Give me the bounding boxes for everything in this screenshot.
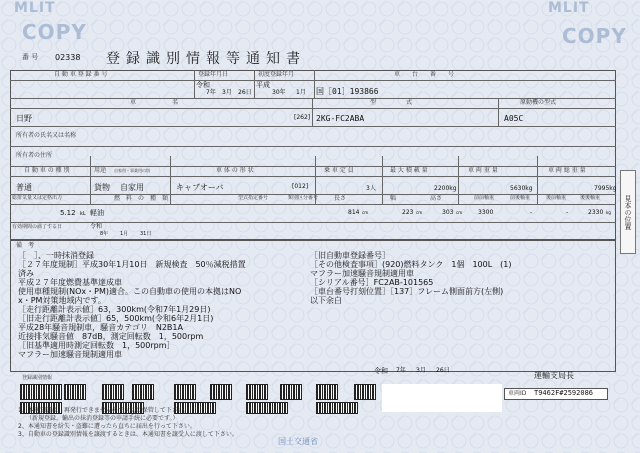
- mlit-seal: 国土交通省: [278, 437, 318, 446]
- qr-label: 登録識別情報: [22, 375, 53, 381]
- remark-line: ［旧走行距離計表示値］65，500km(令和6年2月1日): [18, 314, 214, 323]
- model: 2KG-FC2ABA: [316, 114, 365, 123]
- reg-day: 26日: [238, 89, 252, 96]
- note-line: 3、自動車の登録識別情報を譲渡するときは、本通知書を譲受人に渡して下さい。: [18, 431, 238, 438]
- vehicle-id: T9462F#2592086: [534, 389, 594, 397]
- issue-day: 26日: [436, 367, 450, 374]
- height: 303: [442, 209, 454, 216]
- chassis-label: 車 台 番 号: [394, 71, 455, 78]
- remark-line: マフラー加速騒音規制適用車: [310, 269, 414, 278]
- qr-code: [210, 384, 232, 400]
- remarks-label: 備 考: [16, 242, 35, 249]
- vehicle-weight: 5630kg: [510, 185, 533, 192]
- weight-label: 車 両 重 量: [468, 167, 498, 174]
- capacity: 3人: [366, 185, 376, 192]
- remark-line: 済み: [18, 269, 34, 278]
- remark-line: ［旧自動車登録番号］: [310, 251, 390, 260]
- vehicle-type: 普通: [16, 183, 32, 192]
- remark-line: ［走行距離計表示値］63，300km(令和7年1月29日): [18, 305, 211, 314]
- reg-month: 3月: [222, 89, 232, 96]
- remark-line: マフラー加速騒音規制適用車: [18, 350, 122, 359]
- owner-name-label: 所有者の氏名又は名称: [16, 132, 77, 139]
- displacement: 5.12: [60, 209, 76, 217]
- document-title: 登録識別情報等通知書: [106, 51, 306, 67]
- qr-code: [102, 384, 124, 400]
- rf-axle: -: [566, 209, 569, 216]
- width: 223: [402, 209, 414, 216]
- form-area: [10, 8, 616, 450]
- length-label: 長さ: [334, 195, 347, 202]
- expiry-year: 8年: [100, 231, 109, 237]
- length-unit: cm: [362, 210, 369, 215]
- shape-code: [012]: [292, 183, 309, 190]
- expiry-day: 31日: [140, 231, 152, 237]
- issue-era: 令和: [374, 367, 388, 375]
- reg-date-label: 登録年月日: [198, 71, 229, 78]
- qr-code: [246, 402, 288, 414]
- remark-line: ［車台番号打刻位置］［137］フレーム側面前方(左側): [310, 287, 504, 296]
- remark-line: ［シリアル番号］FC2AB-101565: [310, 278, 434, 287]
- shape-label: 車 体 の 形 状: [216, 167, 254, 174]
- side-tab: 見本の位置: [620, 170, 636, 254]
- engine-label: 原動機の型式: [520, 99, 557, 106]
- reg-number-label: 自 動 車 登 録 番 号: [54, 71, 108, 78]
- issue-year: 7年: [396, 367, 406, 374]
- first-reg-month: 1月: [296, 89, 306, 96]
- note-line: （新規登録、輸出の抹消登録等の申請手続に必要です。）: [26, 415, 179, 422]
- class-number-label: 類別区分番号: [288, 195, 319, 201]
- spec-number-label: 型式指定番号: [238, 195, 269, 201]
- watermark-copy: COPY: [562, 24, 627, 48]
- first-reg-label: 初度登録年月: [258, 71, 295, 78]
- remark-line: 以下余白: [310, 296, 342, 305]
- qr-code: [316, 384, 338, 400]
- document-number: 02338: [55, 53, 81, 62]
- redaction: [382, 384, 502, 412]
- gross-weight: 7995kg: [594, 185, 617, 192]
- watermark-mlit: MLIT: [548, 0, 590, 16]
- displacement-unit: kL: [80, 211, 86, 217]
- remark-line: 平成２７年度燃費基準達成車: [18, 278, 122, 287]
- watermark-mlit: MLIT: [14, 0, 56, 16]
- expiry-era: 令和: [90, 223, 103, 230]
- note-line: 2、本通知書を紛失・盗難に遭ったら直ちに届出を行って下さい。: [18, 423, 196, 430]
- capacity-label: 乗 車 定 員: [324, 167, 354, 174]
- fr-axle: -: [530, 209, 533, 216]
- first-reg-era: 平成: [256, 81, 270, 89]
- qr-code: [132, 384, 154, 400]
- axle-unit: kg: [606, 210, 611, 215]
- maker-label: 車 名: [130, 99, 179, 106]
- remark-line: 使用車種規制(NOx・PM)適合。この自動車の使用の本拠はNO: [18, 287, 242, 296]
- rr-axle-label: 後後軸重: [580, 195, 601, 201]
- fr-axle-label: 前後軸重: [510, 195, 531, 201]
- ff-axle: 3300: [478, 209, 494, 216]
- max-load: 2200kg: [434, 185, 457, 192]
- issue-month: 3月: [416, 367, 426, 374]
- qr-code: [280, 384, 302, 400]
- fuel-label: 燃 料 の 種 類: [114, 195, 169, 202]
- remark-line: 平成28年騒音規制車，騒音カテゴリ N2B1A: [18, 323, 183, 332]
- height-unit: cm: [456, 210, 463, 215]
- fuel-type: 軽油: [90, 209, 104, 217]
- rr-axle: 2330: [588, 209, 604, 216]
- issuing-office: 運輸支局長: [534, 371, 574, 380]
- width-unit: cm: [416, 210, 423, 215]
- private-use: 自家用: [120, 183, 144, 192]
- expiry-label: 有効期間の満了する日: [12, 224, 63, 230]
- owner-address-label: 所有者の住所: [16, 152, 53, 159]
- first-reg-year: 30年: [272, 89, 286, 96]
- width-label: 幅: [390, 195, 397, 202]
- qr-code: [64, 384, 86, 400]
- remark-line: 近接排気騒音値 87dB，測定回転数 1，500rpm: [18, 332, 204, 341]
- vehicle-id-label: 車両ID: [508, 390, 527, 397]
- use-sub-label: 自家用・事業用の別: [114, 168, 150, 173]
- qr-code: [20, 384, 62, 400]
- body-shape: キャブオーバ: [176, 183, 224, 192]
- reg-era: 令和: [196, 81, 210, 89]
- note-line: 1、本通知書は、再発行できませんので大切に保管して下さい。: [18, 407, 190, 414]
- remark-line: ［その他検査事項］(920)燃料タンク 1個 100L (1): [310, 260, 512, 269]
- expiry-month: 1月: [120, 231, 129, 237]
- height-label: 高さ: [430, 195, 443, 202]
- qr-code: [174, 384, 196, 400]
- remark-line: ［２７年度規制］平成30年1月10日 新規検査 50％減税措置: [18, 260, 246, 269]
- qr-code: [316, 402, 358, 414]
- max-load-label: 最 大 積 載 量: [390, 167, 428, 174]
- vehicle-use: 貨物: [94, 183, 110, 192]
- ff-axle-label: 前前軸重: [474, 195, 495, 201]
- qr-code: [246, 384, 268, 400]
- remark-line: ［ ］、一時抹消登録: [18, 251, 94, 260]
- number-label: 番 号: [22, 53, 39, 61]
- mileage-label: 総排気量又は定格出力: [12, 195, 63, 201]
- type-label: 自 動 車 の 種 別: [24, 167, 70, 174]
- length: 814: [348, 209, 360, 216]
- qr-code: [354, 384, 376, 400]
- chassis-number: 国［01］193866: [316, 87, 379, 96]
- remark-line: ［旧基準適用時測定回転数 1，500rpm］: [18, 341, 175, 350]
- watermark-copy: COPY: [22, 20, 87, 44]
- use-label: 用途: [94, 167, 107, 174]
- remark-line: x・PM対策地域内です。: [18, 296, 106, 305]
- model-code: [262]: [294, 114, 311, 121]
- engine-model: A05C: [504, 114, 524, 123]
- maker: 日野: [16, 114, 32, 123]
- model-label: 型 式: [370, 99, 413, 106]
- gross-label: 車 両 総 重 量: [548, 167, 586, 174]
- reg-year: 7年: [206, 89, 216, 96]
- rf-axle-label: 後前軸重: [546, 195, 567, 201]
